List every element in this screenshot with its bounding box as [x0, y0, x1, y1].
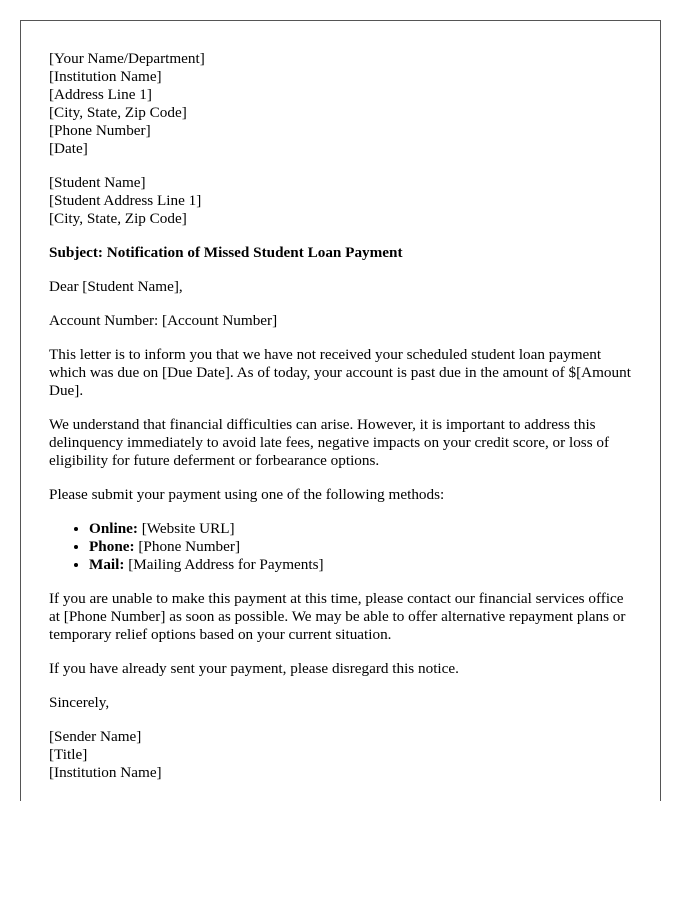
signature-name: [Sender Name]	[49, 728, 142, 745]
sender-city-state-zip: [City, State, Zip Code]	[49, 104, 187, 121]
recipient-city-state-zip: [City, State, Zip Code]	[49, 210, 187, 227]
sender-name-department: [Your Name/Department]	[49, 50, 205, 67]
sender-phone: [Phone Number]	[49, 122, 151, 139]
sender-header	[49, 50, 632, 158]
payment-method-online	[89, 520, 632, 538]
recipient-address-line-1: [Student Address Line 1]	[49, 192, 202, 209]
payment-method-value: [Website URL]	[137, 520, 235, 537]
payment-method-label: Online:	[89, 520, 138, 537]
signature-block	[49, 728, 632, 782]
sender-institution: [Institution Name]	[49, 68, 162, 85]
subject-line: Subject: Notification of Missed Student Loan Payment	[49, 244, 403, 261]
salutation: Dear [Student Name],	[49, 278, 183, 295]
payment-method-value: [Phone Number]	[134, 538, 241, 555]
payment-method-phone	[89, 538, 632, 556]
unable-to-pay-paragraph: If you are unable to make this payment at this time, please contact our financial services office at [Phone Number] as soon as possible. We may be able to offer alternative repayment plans or temporary relief options based on your current situation.	[49, 590, 626, 643]
closing: Sincerely,	[49, 694, 110, 711]
payment-method-mail	[89, 556, 632, 574]
recipient-address	[49, 174, 632, 228]
payment-method-label: Mail:	[89, 556, 125, 573]
sender-address-line-1: [Address Line 1]	[49, 86, 152, 103]
understanding-paragraph: We understand that financial difficulties can arise. However, it is important to address this delinquency immediately to avoid late fees, negative impacts on your credit score, or loss of eligibility for future deferment or forbearance options.	[49, 416, 610, 469]
letter-page	[20, 20, 661, 801]
intro-paragraph: This letter is to inform you that we have not received your scheduled student loan payment which was due on [Due Date]. As of today, your account is past due in the amount of $[Amount Due].	[49, 346, 631, 399]
payment-methods-intro: Please submit your payment using one of the following methods:	[49, 486, 445, 503]
signature-institution: [Institution Name]	[49, 764, 162, 781]
signature-title: [Title]	[49, 746, 88, 763]
payment-method-label: Phone:	[89, 538, 135, 555]
payment-methods-list	[49, 520, 632, 574]
account-number-line: Account Number: [Account Number]	[49, 312, 278, 329]
letter-date: [Date]	[49, 140, 88, 157]
recipient-name: [Student Name]	[49, 174, 146, 191]
payment-method-value: [Mailing Address for Payments]	[124, 556, 324, 573]
disregard-paragraph: If you have already sent your payment, please disregard this notice.	[49, 660, 459, 677]
